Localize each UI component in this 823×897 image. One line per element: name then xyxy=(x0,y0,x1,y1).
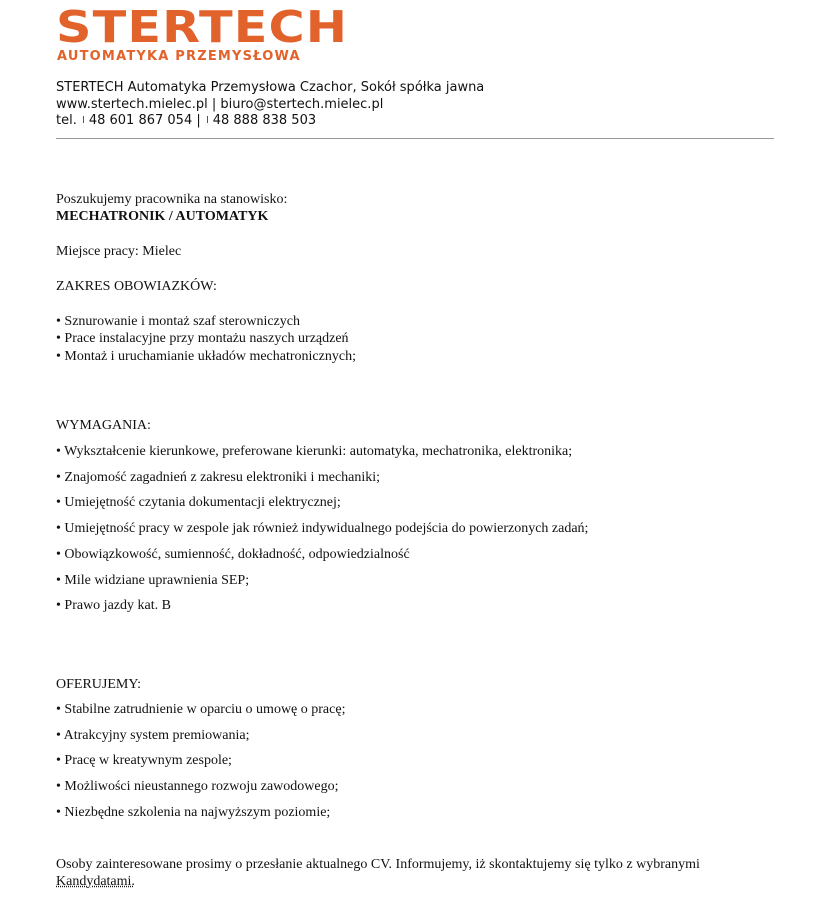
phone-icon xyxy=(207,116,208,123)
offer-item: • Atrakcyjny system premiowania; xyxy=(56,728,250,743)
requirements-heading: WYMAGANIA: xyxy=(56,418,151,433)
duties-heading: ZAKRES OBOWIAZKÓW: xyxy=(56,279,217,294)
work-location: Miejsce pracy: Mielec xyxy=(56,244,182,259)
phone-number-1: 48 601 867 054 | xyxy=(88,113,201,128)
requirement-item: • Mile widziane uprawnienia SEP; xyxy=(56,573,250,588)
closing-text-end: Kandydatami. xyxy=(56,874,135,889)
logo-subtitle: AUTOMATYKA PRZEMYSŁOWA xyxy=(57,49,301,64)
requirement-item: • Wykształcenie kierunkowe, preferowane kierunki: automatyka, mechatronika, elektronika; xyxy=(56,444,573,459)
contact-block xyxy=(56,80,484,130)
phone-line xyxy=(56,113,484,130)
closing-text: Osoby zainteresowane prosimy o przesłanie aktualnego CV. Informujemy, iż skontaktujemy się tylko z wybranymi xyxy=(56,857,700,872)
intro-lead: Poszukujemy pracownika na stanowisko: xyxy=(56,192,288,207)
offer-heading: OFERUJEMY: xyxy=(56,677,142,692)
duty-item: • Prace instalacyjne przy montażu naszych urządzeń xyxy=(56,331,349,346)
requirement-item: • Znajomość zagadnień z zakresu elektroniki i mechaniki; xyxy=(56,470,381,485)
phone-number-2: 48 888 838 503 xyxy=(212,113,317,128)
web-email-line: www.stertech.mielec.pl | biuro@stertech.mielec.pl xyxy=(56,96,384,112)
company-logo xyxy=(56,2,349,64)
offer-item: • Możliwości nieustannego rozwoju zawodowego; xyxy=(56,779,339,794)
company-name: STERTECH Automatyka Przemysłowa Czachor, Sokół spółka jawna xyxy=(56,80,485,95)
offer-item: • Pracę w kreatywnym zespole; xyxy=(56,753,232,768)
logo-wordmark: STERTECH xyxy=(56,2,349,53)
phone-icon xyxy=(83,116,84,123)
duty-item: • Montaż i uruchamianie układów mechatronicznych; xyxy=(56,349,356,364)
requirement-item: • Obowiązkowość, sumienność, dokładność, odpowiedzialność xyxy=(56,547,410,562)
requirement-item: • Umiejętność pracy w zespole jak również indywidualnego podejścia do powierzonych zadań; xyxy=(56,521,589,536)
requirement-item: • Prawo jazdy kat. B xyxy=(56,598,171,613)
duty-item: • Sznurowanie i montaż szaf sterowniczych xyxy=(56,314,300,329)
position-title: MECHATRONIK / AUTOMATYK xyxy=(56,209,269,224)
offer-item: • Stabilne zatrudnienie w oparciu o umowę o pracę; xyxy=(56,702,346,717)
requirement-item: • Umiejętność czytania dokumentacji elektrycznej; xyxy=(56,495,341,510)
tel-label: tel. xyxy=(56,113,77,128)
offer-item: • Niezbędne szkolenia na najwyższym poziomie; xyxy=(56,805,331,820)
header-divider xyxy=(56,138,774,139)
